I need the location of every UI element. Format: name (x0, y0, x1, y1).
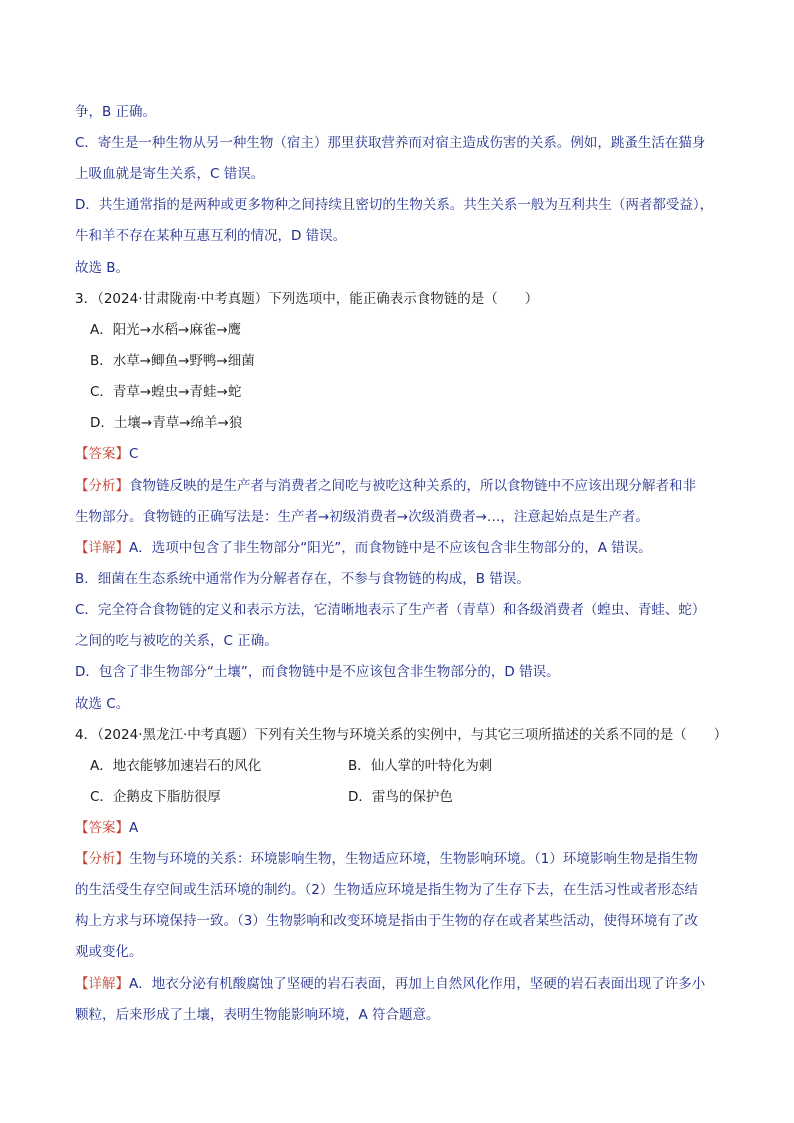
q4-analysis-continued: 的生活受生存空间或生活环境的制约。（2）生物适应环境是指生物为了生存下去，在生活习性或者形态结 (75, 882, 698, 898)
q4-option-d: D．雷鸟的保护色 (348, 789, 453, 805)
text-line: 故选 B。 (75, 260, 130, 276)
text-line: C．寄生是一种生物从另一种生物（宿主）那里获取营养而对宿主造成伤害的关系。例如，跳蚤生活在猫身 (75, 135, 706, 151)
q4-option-c: C．企鹅皮下脂肪很厚 (90, 789, 221, 805)
q4-analysis-continued: 构上方求与环境保持一致。（3）生物影响和改变环境是指由于生物的存在或者某些活动，使得环境有了改 (75, 913, 698, 929)
text-line: D．共生通常指的是两种或更多物种之间持续且密切的生物关系。共生关系一般为互利共生（两者都受益）， (75, 197, 714, 213)
q4-analysis-continued: 观或变化。 (75, 944, 143, 960)
q3-analysis-line (75, 476, 735, 496)
analysis-tag: 【分析】 (75, 478, 129, 494)
detail-text: A．选项中包含了非生物部分“阳光”，而食物链中是不应该包含非生物部分的，A 错误。 (129, 540, 652, 556)
q3-answer-line (75, 444, 735, 464)
q3-detail-c: C．完全符合食物链的定义和表示方法，它清晰地表示了生产者（青草）和各级消费者（蝗虫、青蛙、蛇） (75, 602, 706, 618)
q3-option-c: C．青草→蝗虫→青蛙→蛇 (90, 384, 242, 400)
q4-analysis-line (75, 849, 735, 869)
detail-tag: 【详解】 (75, 976, 129, 992)
detail-text: A．地衣分泌有机酸腐蚀了坚硬的岩石表面，再加上自然风化作用，坚硬的岩石表面出现了许多小 (129, 976, 706, 992)
answer-value: C (129, 446, 139, 462)
answer-value: A (129, 820, 139, 836)
detail-tag: 【详解】 (75, 540, 129, 556)
answer-tag: 【答案】 (75, 820, 129, 836)
q4-option-a: A．地衣能够加速岩石的风化 (90, 758, 262, 774)
answer-tag: 【答案】 (75, 446, 129, 462)
question-4-stem: 4．（2024·黑龙江·中考真题）下列有关生物与环境关系的实例中，与其它三项所描述的关系不同的是（ ） (75, 727, 728, 743)
q3-option-b: B．水草→鲫鱼→野鸭→细菌 (90, 353, 255, 369)
q3-analysis-continued: 生物部分。食物链的正确写法是：生产者→初级消费者→次级消费者→…，注意起始点是生产者。 (75, 509, 649, 525)
q4-detail-line (75, 974, 735, 994)
q3-conclusion: 故选 C。 (75, 696, 130, 712)
analysis-text: 生物与环境的关系：环境影响生物，生物适应环境，生物影响环境。（1）环境影响生物是指生物 (129, 851, 698, 867)
text-line: 上吸血就是寄生关系，C 错误。 (75, 166, 265, 182)
q3-detail-d: D．包含了非生物部分“土壤”，而食物链中是不应该包含非生物部分的，D 错误。 (75, 664, 560, 680)
q3-option-d: D．土壤→青草→绵羊→狼 (90, 415, 243, 431)
analysis-text: 食物链反映的是生产者与消费者之间吃与被吃这种关系的，所以食物链中不应该出现分解者和非 (129, 478, 696, 494)
q4-option-b: B．仙人掌的叶特化为刺 (348, 758, 493, 774)
question-3-stem: 3．（2024·甘肃陇南·中考真题）下列选项中，能正确表示食物链的是（ ） (75, 291, 539, 307)
text-line: 牛和羊不存在某种互惠互利的情况，D 错误。 (75, 228, 347, 244)
q3-detail-b: B．细菌在生态系统中通常作为分解者存在，不参与食物链的构成，B 错误。 (75, 571, 530, 587)
q3-detail-line (75, 538, 735, 558)
analysis-tag: 【分析】 (75, 851, 129, 867)
q4-answer-line (75, 818, 735, 838)
text-line: 争，B 正确。 (75, 104, 157, 120)
q3-detail-c-continued: 之间的吃与被吃的关系，C 正确。 (75, 633, 278, 649)
q4-detail-continued: 颗粒，后来形成了土壤，表明生物能影响环境，A 符合题意。 (75, 1007, 440, 1023)
q3-option-a: A．阳光→水稻→麻雀→鹰 (90, 322, 242, 338)
